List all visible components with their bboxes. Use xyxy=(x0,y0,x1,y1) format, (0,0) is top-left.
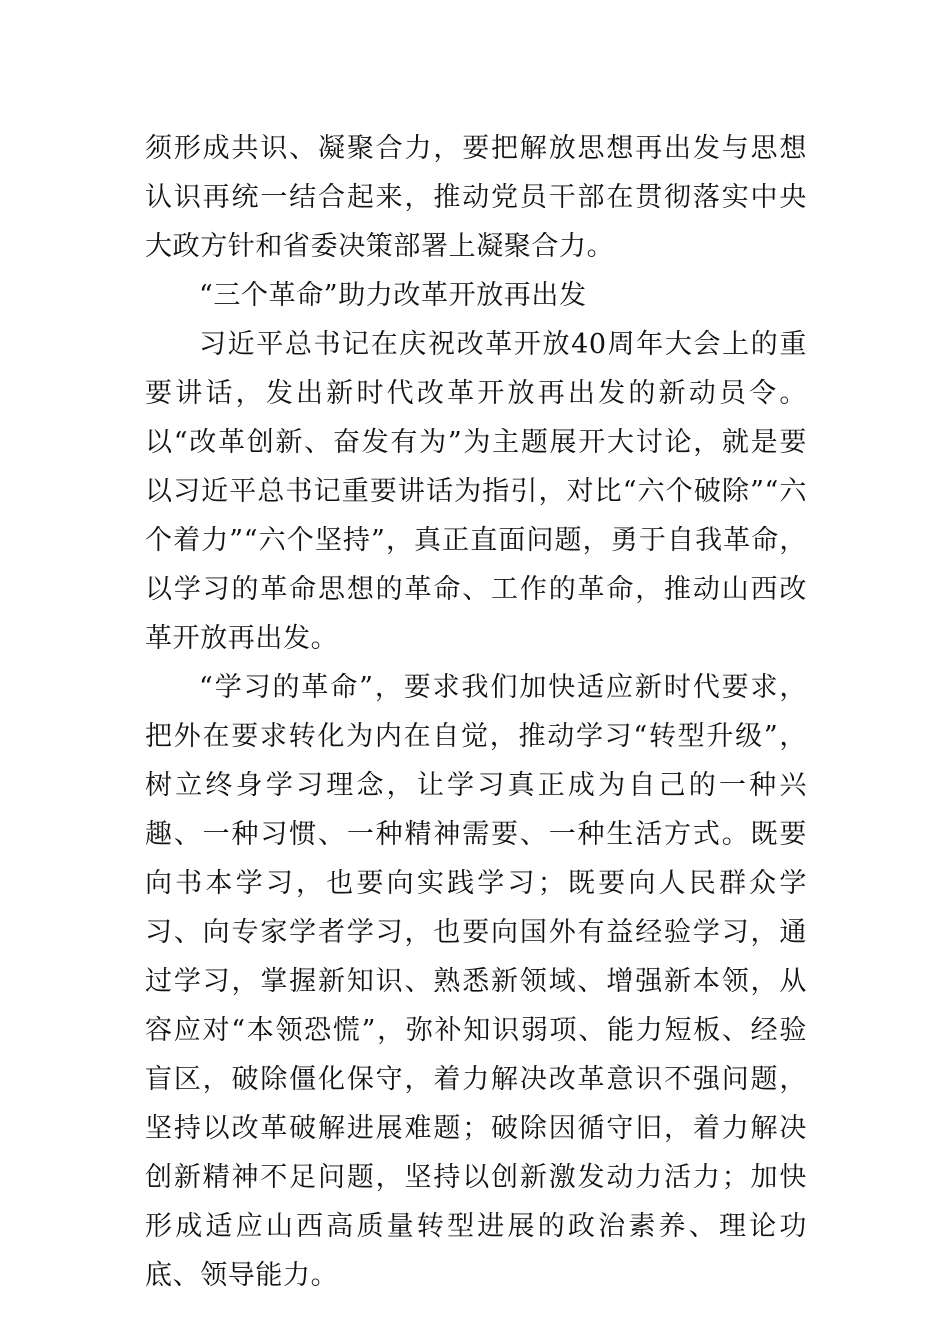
paragraph-continuation: 须形成共识、凝聚合力，要把解放思想再出发与思想认识再统一结合起来，推动党员干部在贯彻落实中央大政方针和省委决策部署上凝聚合力。 xyxy=(145,133,807,262)
section-heading: “三个革命”助力改革开放再出发 xyxy=(199,280,587,311)
paragraph-learning-revolution: “学习的革命”，要求我们加快适应新时代要求，把外在要求转化为内在自觉，推动学习“转型升级”，树立终身学习理念，让学习真正成为自己的一种兴趣、一种习惯、一种精神需要、一种生活方式。既要向书本学习，也要向实践学习；既要向人民群众学习、向专家学者学习，也要向国外有益经验学习，通过学习，掌握新知识、熟悉新领域、增强新本领，从容应对“本领恐慌”，弥补知识弱项、能力短板、经验盲区，破除僵化保守，着力解决改革意识不强问题，坚持以改革破解进展难题；破除因循守旧，着力解决创新精神不足问题，坚持以创新激发动力活力；加快形成适应山西高质量转型进展的政治素养、理论功底、领导能力。 xyxy=(145,672,807,1291)
document-body xyxy=(145,124,807,1300)
paragraph-speech: 习近平总书记在庆祝改革开放40周年大会上的重要讲话，发出新时代改革开放再出发的新动员令。以“改革创新、奋发有为”为主题展开大讨论，就是要以习近平总书记重要讲话为指引，对比“六个破除”“六个着力”“六个坚持”，真正直面问题，勇于自我革命，以学习的革命思想的革命、工作的革命，推动山西改革开放再出发。 xyxy=(145,329,807,654)
